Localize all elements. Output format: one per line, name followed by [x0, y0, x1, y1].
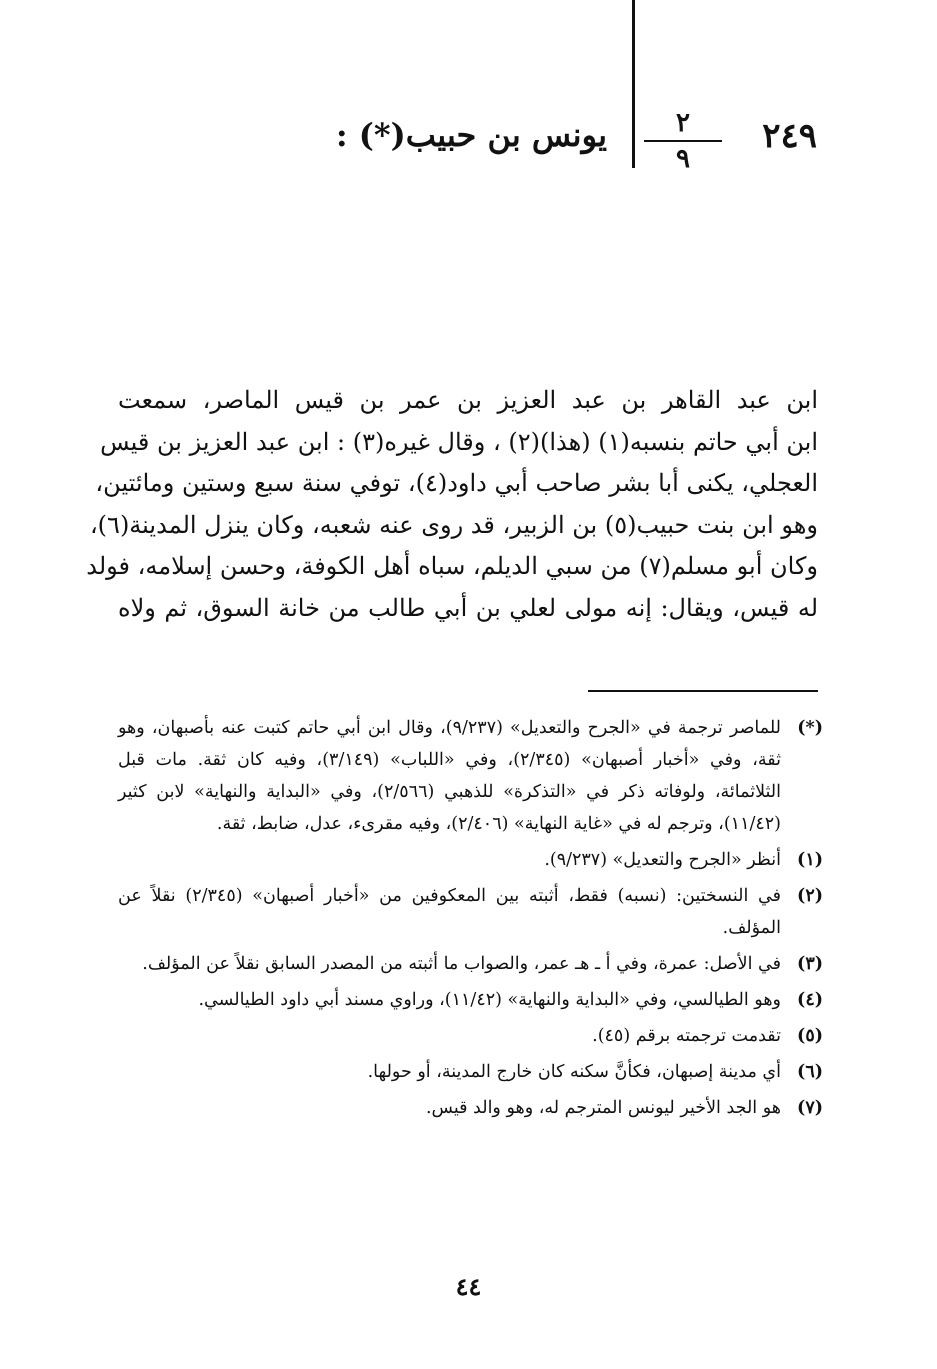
- footnote: [118, 984, 823, 1016]
- page-number: ٤٤: [455, 1272, 482, 1301]
- entry-title: يونس بن حبيب(*) :: [335, 116, 607, 154]
- footnote: [118, 1092, 823, 1124]
- footnote-text: تقدمت ترجمته برقم (٤٥).: [592, 1026, 781, 1046]
- fraction-bar: [644, 140, 722, 142]
- body-line: وكان أبو مسلم(٧) من سبي الديلم، سباه أهل الكوفة، وحسن إسلامه، فولد: [86, 552, 818, 580]
- header-vertical-rule: [632, 0, 635, 168]
- footnote: [118, 712, 823, 840]
- entry-number: ٢٤٩: [762, 116, 817, 156]
- footnote-text: في النسختين: (نسبه) فقط، أثبته بين المعكوفين من «أخبار أصبهان» (٢/٣٤٥) نقلاً عن المؤلف.: [118, 886, 781, 938]
- footnote-marker: (١): [797, 850, 823, 870]
- footnote: [118, 844, 823, 876]
- footnote-marker: (*): [797, 718, 823, 738]
- footnote-text: أي مدينة إصبهان، فكأنَّ سكنه كان خارج المدينة، أو حولها.: [367, 1062, 781, 1082]
- footnote-separator: [588, 690, 818, 692]
- body-text: [86, 380, 819, 629]
- volume-fraction: [644, 108, 722, 174]
- footnote-text: للماصر ترجمة في «الجرح والتعديل» (٩/٢٣٧)، وقال ابن أبي حاتم كتبت عنه بأصبهان، وهو ثقة، وفي «أخبار أصبهان» (٢/٣٤٥)، وفي «اللباب» (٣/١٤٩)، وفيه كان ثقة. مات قبل الثلاثمائة، ولوفاته ذكر في «التذكرة» للذهبي (٢/٥٦٦)، وفي «البداية والنهاية» لابن كثير (١١/٤٢)، وترجم له في «غاية النهاية» (٢/٤٠٦)، وفيه مقرىء، عدل، ضابط، ثقة.: [118, 718, 782, 834]
- footnote-marker: (٦): [797, 1062, 823, 1082]
- footnote-marker: (٤): [797, 990, 823, 1010]
- footnote: [118, 948, 823, 980]
- footnote: [118, 1056, 823, 1088]
- body-line: وهو ابن بنت حبيب(٥) بن الزبير، قد روى عنه شعبه، وكان ينزل المدينة(٦)،: [89, 510, 818, 539]
- footnote-text: هو الجد الأخير ليونس المترجم له، وهو والد قيس.: [425, 1098, 781, 1118]
- body-line: له قيس، ويقال: إنه مولى لعلي بن أبي طالب من خانة السوق، ثم ولاه: [118, 593, 819, 622]
- body-line: العجلي، يكنى أبا بشر صاحب أبي داود(٤)، توفي سنة سبع وستين ومائتين،: [95, 469, 818, 497]
- footnote-marker: (٥): [797, 1026, 823, 1046]
- entry-header: [0, 88, 937, 198]
- footnote: [118, 1020, 823, 1052]
- footnote-marker: (٣): [797, 954, 823, 974]
- footnote-text: في الأصل: عمرة، وفي أ ـ هـ عمر، والصواب ما أثبته من المصدر السابق نقلاً عن المؤلف.: [142, 954, 781, 974]
- body-line: ابن أبي حاتم بنسبه(١) (هذا)(٢) ، وقال غيره(٣) : ابن عبد العزيز بن قيس: [100, 427, 818, 456]
- footnote: [118, 880, 823, 944]
- fraction-numerator: ٢: [676, 108, 690, 138]
- footnote-text: أنظر «الجرح والتعديل» (٩/٢٣٧).: [544, 850, 781, 870]
- footnote-marker: (٢): [797, 886, 823, 906]
- footnote-text: وهو الطيالسي، وفي «البداية والنهاية» (١١/٤٢)، وراوي مسند أبي داود الطيالسي.: [198, 990, 781, 1010]
- footnote-marker: (٧): [797, 1098, 823, 1118]
- fraction-denominator: ٩: [676, 144, 690, 174]
- body-line: ابن عبد القاهر بن عبد العزيز بن عمر بن قيس الماصر، سمعت: [118, 386, 818, 414]
- footnotes: [118, 712, 823, 1128]
